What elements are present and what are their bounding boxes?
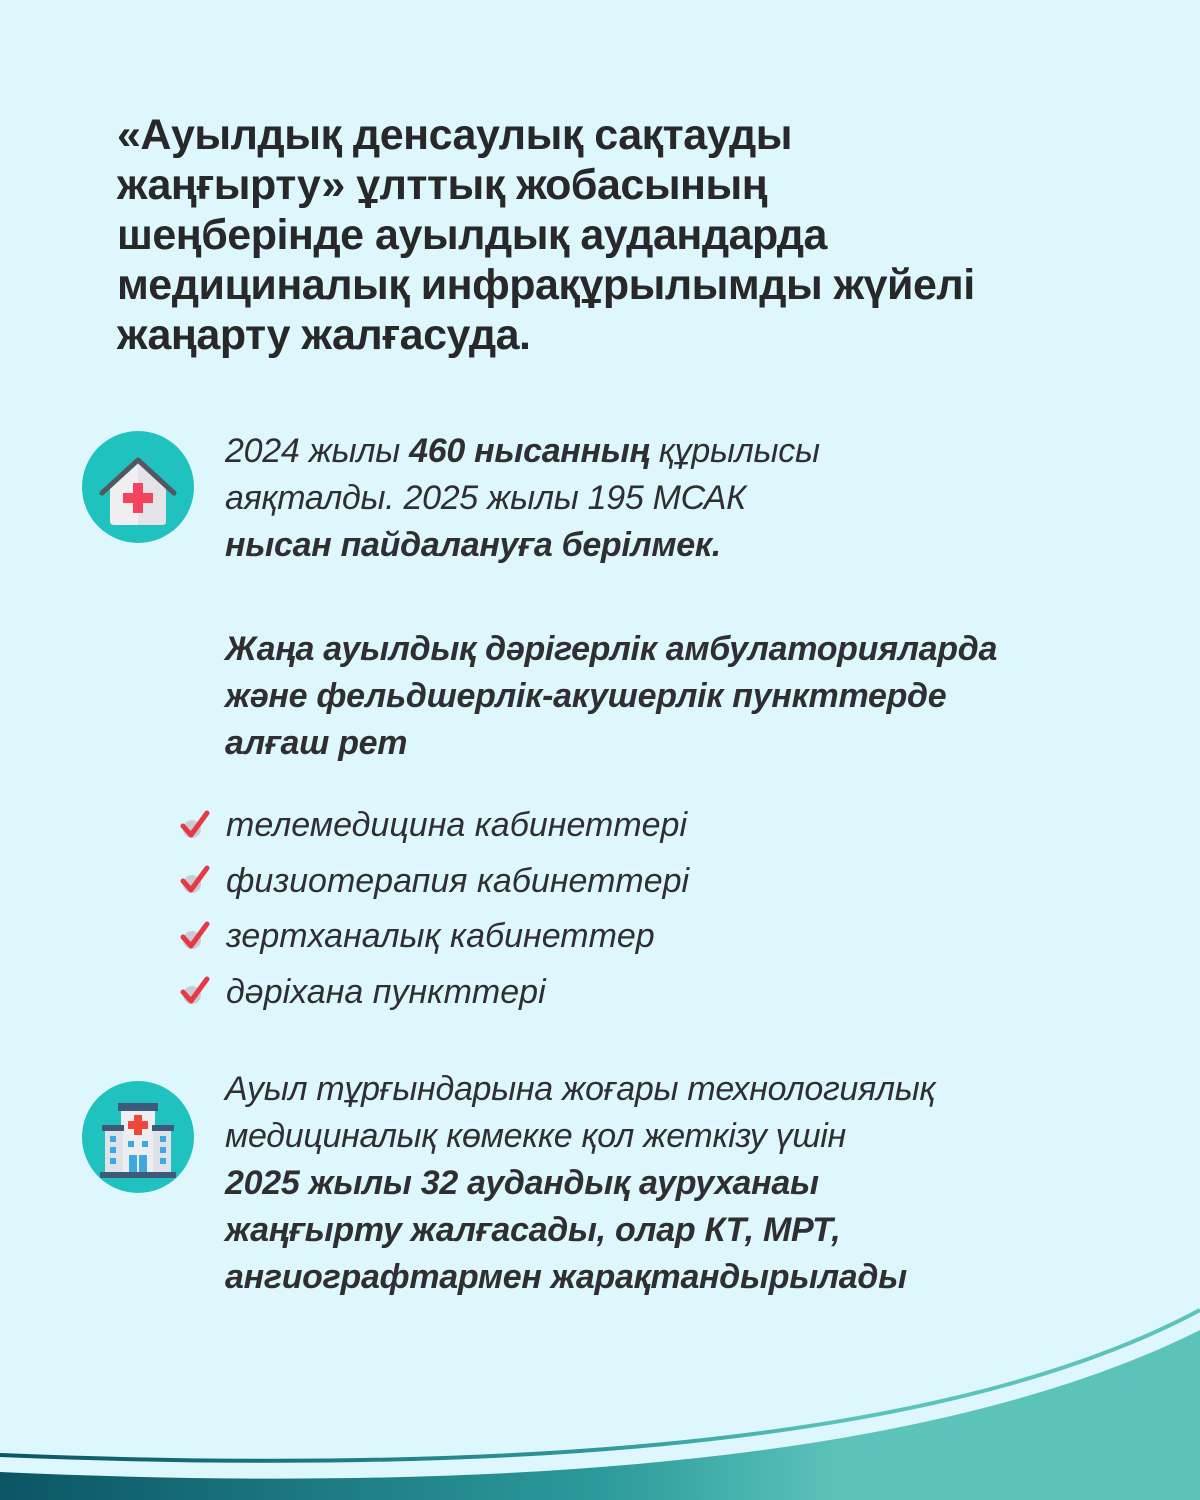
text: Ауыл тұрғындарына жоғары технологиялық — [225, 1070, 936, 1108]
feature-list — [178, 798, 689, 1020]
block-first-time-intro — [225, 626, 997, 767]
text: Жаңа ауылдық дәрігерлік амбулаторияларда — [225, 630, 998, 668]
page-title — [117, 110, 1117, 360]
highlight: 2025 жылы 32 аудандық ауруханаы — [225, 1164, 819, 1202]
list-item-label: зертханалық кабинеттер — [226, 917, 655, 956]
title-line: жаңарту жалғасуда. — [117, 311, 531, 359]
list-item — [178, 965, 689, 1021]
list-item-label: телемедицина кабинеттері — [226, 806, 688, 845]
house-medical-icon — [82, 431, 194, 543]
text: аяқталды. 2025 жылы 195 МСАК — [225, 479, 746, 517]
hospital-building-icon — [82, 1081, 194, 1193]
title-line: шеңберінде ауылдық аудандарда — [117, 211, 827, 259]
text: алғаш рет — [225, 724, 408, 762]
checkmark-icon — [178, 864, 212, 898]
checkmark-icon — [178, 920, 212, 954]
text: және фельдшерлік-акушерлік пункттерде — [225, 677, 947, 715]
checkmark-icon — [178, 975, 212, 1009]
title-line: медициналық инфрақұрылымды жүйелі — [117, 261, 975, 309]
highlight: 460 нысанның — [409, 432, 650, 470]
list-item-label: физиотерапия кабинеттері — [226, 861, 690, 900]
title-line: «Ауылдық денсаулық сақтауды — [117, 111, 793, 159]
list-item — [178, 798, 689, 854]
list-item — [178, 909, 689, 965]
text: 2024 жылы — [225, 432, 410, 470]
list-item — [178, 854, 689, 910]
checkmark-icon — [178, 809, 212, 843]
highlight: нысан пайдалануға берілмек. — [225, 526, 721, 564]
highlight: ангиографтармен жарақтандырылады — [225, 1258, 907, 1296]
text: құрылысы — [649, 432, 820, 470]
text: медициналық көмекке қол жеткізу үшін — [225, 1117, 846, 1155]
block-district-hospitals — [225, 1066, 935, 1301]
list-item-label: дәріхана пункттері — [226, 972, 546, 1011]
highlight: жаңғырту жалғасады, олар КТ, МРТ, — [225, 1211, 841, 1249]
block-completed-facilities — [225, 428, 820, 569]
title-line: жаңғырту» ұлттық жобасының — [117, 161, 768, 209]
